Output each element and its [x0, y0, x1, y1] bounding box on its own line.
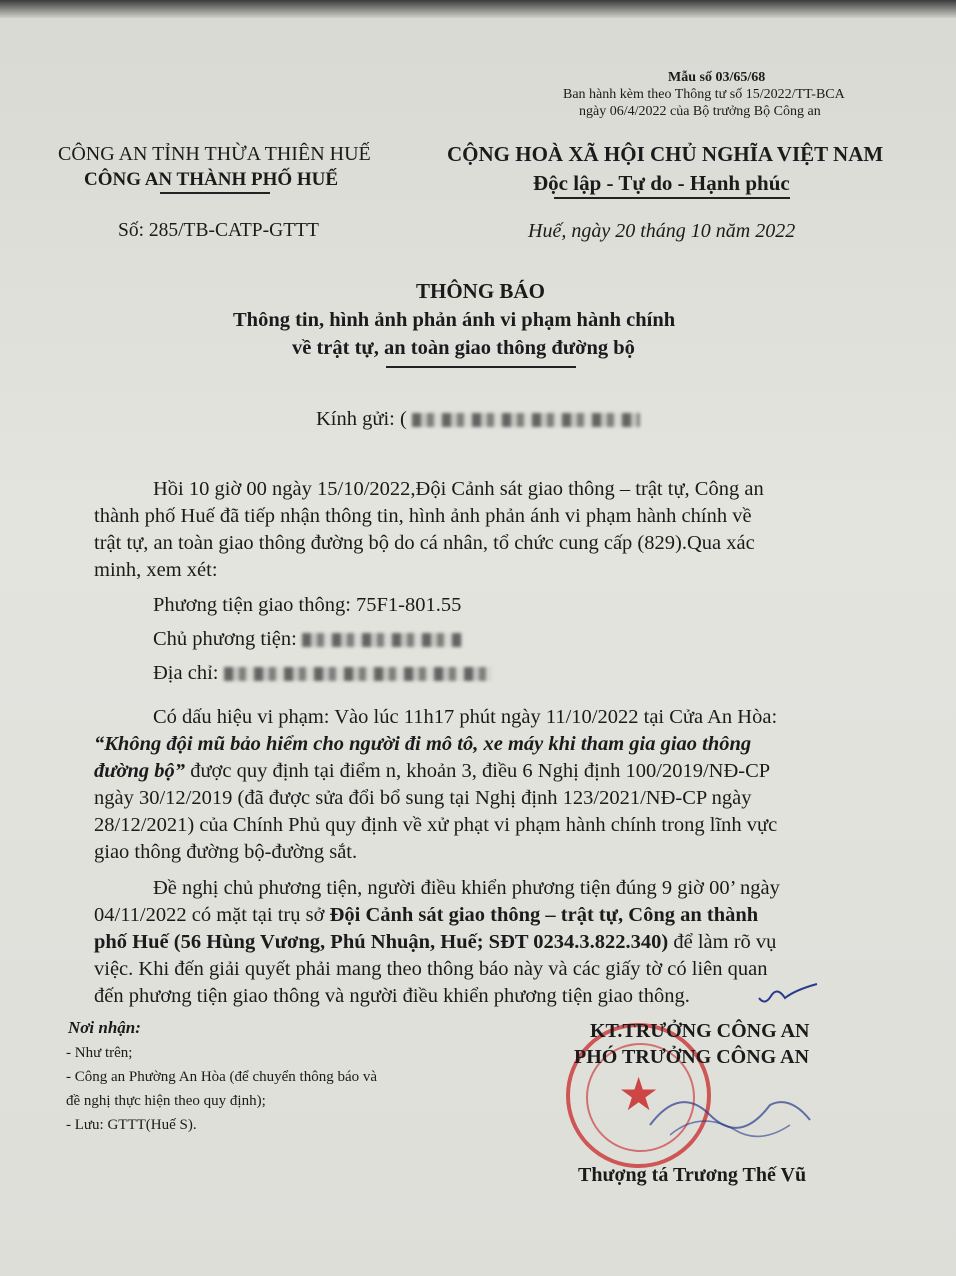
request-address: phố Huế (56 Hùng Vương, Phú Nhuận, Huế; SĐT 0234.3.822.340) [94, 931, 669, 953]
address-line [153, 662, 492, 685]
violation-legal-basis: được quy định tại điểm n, khoản 3, điều 6 Nghị định 100/2019/NĐ-CP [185, 760, 771, 782]
request-line-3 [94, 931, 776, 954]
request-line-1: Đề nghị chủ phương tiện, người điều khiển phương tiện đúng 9 giờ 00’ ngày [153, 877, 780, 899]
title-underline [386, 366, 576, 368]
request-office: Đội Cảnh sát giao thông – trật tự, Công an thành [329, 904, 759, 926]
signer-name: Thượng tá Trương Thế Vũ [578, 1164, 807, 1186]
owner-label: Chủ phương tiện: [153, 628, 297, 650]
national-motto: Độc lập - Tự do - Hạnh phúc [533, 171, 790, 195]
violation-line-2: “Không đội mũ bảo hiểm cho người đi mô tô, xe máy khi tham gia giao thông [94, 733, 752, 755]
request-purpose: để làm rõ vụ [668, 931, 777, 953]
pen-mark [755, 980, 825, 1010]
recipient-item-3: - Lưu: GTTT(Huế S). [66, 1117, 197, 1133]
doc-subtitle-1: Thông tin, hình ảnh phản ánh vi phạm hành chính [233, 309, 676, 331]
violation-line-1: Có dấu hiệu vi phạm: Vào lúc 11h17 phút ngày 11/10/2022 tại Cửa An Hòa: [153, 706, 778, 728]
country-name: CỘNG HOÀ XÃ HỘI CHỦ NGHĨA VIỆT NAM [447, 142, 884, 166]
recipient-item-1: - Như trên; [66, 1045, 133, 1061]
issued-line-1: Ban hành kèm theo Thông tư số 15/2022/TT-BCA [563, 87, 845, 102]
agency-underline [160, 192, 270, 194]
form-number: Mẫu số 03/65/68 [668, 70, 766, 85]
redacted-recipient [412, 413, 640, 427]
agency-parent: CÔNG AN TỈNH THỪA THIÊN HUẾ [58, 143, 371, 165]
recipient-item-2b: đề nghị thực hiện theo quy định); [66, 1093, 266, 1109]
p1-line-4: minh, xem xét: [94, 559, 218, 581]
request-line-5: đến phương tiện giao thông và người điều khiển phương tiện giao thông. [94, 985, 690, 1007]
doc-title: THÔNG BÁO [416, 279, 545, 303]
recipient-label: Kính gửi: ( [316, 408, 407, 430]
request-line-2 [94, 904, 758, 927]
recipient-line [316, 408, 640, 431]
signer-title: PHÓ TRƯỞNG CÔNG AN [574, 1046, 810, 1068]
violation-line-6: giao thông đường bộ-đường sắt. [94, 841, 358, 863]
signer-authority: KT.TRƯỞNG CÔNG AN [590, 1020, 810, 1042]
violation-line-5: 28/12/2021) của Chính Phủ quy định về xử phạt vi phạm hành chính trong lĩnh vực [94, 814, 778, 836]
address-label: Địa chỉ: [153, 662, 219, 684]
agency-name: CÔNG AN THÀNH PHỐ HUẾ [84, 169, 339, 190]
issue-date: Huế, ngày 20 tháng 10 năm 2022 [528, 220, 796, 242]
recipients-label: Nơi nhận: [68, 1018, 141, 1037]
handwritten-signature [640, 1075, 820, 1155]
seal-star-icon: ★ [618, 1069, 660, 1120]
owner-line [153, 628, 462, 651]
redacted-address [224, 667, 492, 681]
doc-subtitle-2: về trật tự, an toàn giao thông đường bộ [292, 337, 635, 359]
request-date: 04/11/2022 có mặt tại trụ sở [94, 904, 330, 926]
violation-quote-end: đường bộ” [94, 760, 186, 782]
request-line-4: việc. Khi đến giải quyết phải mang theo thông báo này và các giấy tờ có liên quan [94, 958, 768, 980]
motto-underline [554, 197, 790, 199]
redacted-owner [302, 633, 462, 647]
vehicle-line: Phương tiện giao thông: 75F1-801.55 [153, 594, 462, 616]
document-number: Số: 285/TB-CATP-GTTT [118, 220, 319, 241]
p1-line-2: thành phố Huế đã tiếp nhận thông tin, hình ảnh phản ánh vi phạm hành chính về [94, 505, 752, 527]
violation-line-4: ngày 30/12/2019 (đã được sửa đổi bổ sung tại Nghị định 123/2021/NĐ-CP ngày [94, 787, 752, 809]
issued-line-2: ngày 06/4/2022 của Bộ trưởng Bộ Công an [579, 104, 821, 119]
p1-line-3: trật tự, an toàn giao thông đường bộ do cá nhân, tổ chức cung cấp (829).Qua xác [94, 532, 755, 554]
page-shadow [0, 0, 956, 18]
violation-line-3 [94, 760, 770, 783]
p1-line-1: Hồi 10 giờ 00 ngày 15/10/2022,Đội Cảnh sát giao thông – trật tự, Công an [153, 478, 764, 500]
recipient-item-2a: - Công an Phường An Hòa (để chuyển thông báo và [66, 1069, 378, 1085]
